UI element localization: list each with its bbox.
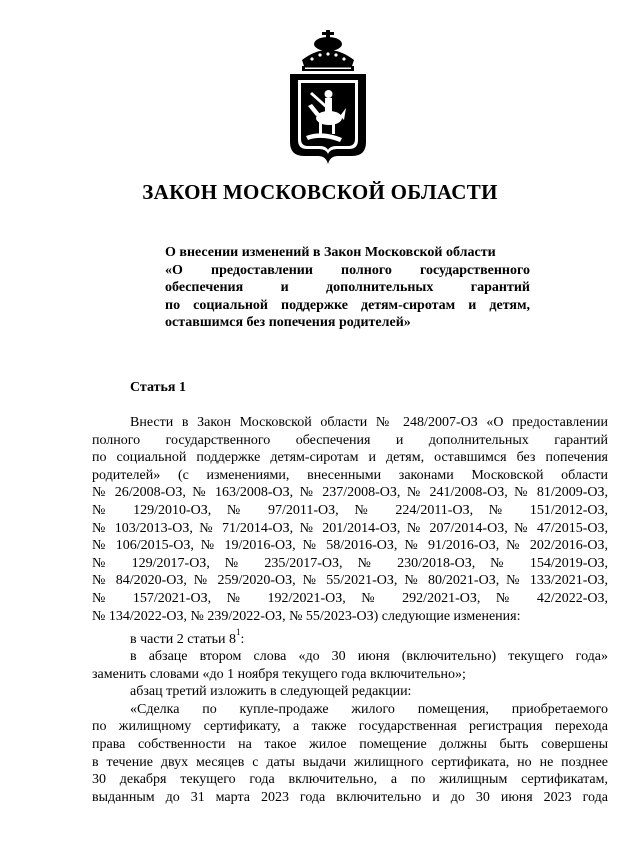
text-line: «Сделка по купле-продаже жилого помещения, приобретаемого bbox=[130, 701, 608, 717]
paragraph-2 bbox=[92, 648, 608, 806]
text-line: № 26/2008-ОЗ, № 163/2008-ОЗ, № 237/2008-ОЗ, № 241/2008-ОЗ, № 81/2009-ОЗ, bbox=[92, 485, 608, 501]
text-line: по социальной поддержке детям-сиротам и детям, оставшимся без попечения bbox=[92, 450, 608, 466]
text-line: № 84/2020-ОЗ, № 259/2020-ОЗ, № 55/2021-ОЗ, № 80/2021-ОЗ, № 133/2021-ОЗ, bbox=[92, 573, 608, 589]
law-title: ЗАКОН МОСКОВСКОЙ ОБЛАСТИ bbox=[142, 180, 498, 204]
text-line: абзац третий изложить в следующей редакции: bbox=[130, 684, 412, 700]
paragraph-1 bbox=[92, 414, 608, 625]
text-line: № 129/2010-ОЗ, № 97/2011-ОЗ, № 224/2011-ОЗ, № 151/2012-ОЗ, bbox=[92, 502, 608, 518]
part-reference-sup: 1 bbox=[236, 627, 241, 638]
text-line: № 134/2022-ОЗ, № 239/2022-ОЗ, № 55/2023-ОЗ) следующие изменения: bbox=[92, 608, 521, 624]
part-reference-suffix: : bbox=[240, 632, 245, 647]
text-line: заменить словами «до 1 ноября текущего года включительно»; bbox=[92, 666, 466, 682]
subject-line: по социальной поддержке детям-сиротам и детям, bbox=[165, 297, 530, 313]
subject-line: О внесении изменений в Закон Московской области bbox=[165, 245, 496, 260]
text-line: № 106/2015-ОЗ, № 19/2016-ОЗ, № 58/2016-ОЗ, № 91/2016-ОЗ, № 202/2016-ОЗ, bbox=[92, 538, 608, 554]
subject-line: обеспечения и дополнительных гарантий bbox=[165, 280, 530, 295]
text-line: выданным до 31 марта 2023 года включительно и до 30 июня 2023 года bbox=[92, 789, 608, 805]
part-reference bbox=[130, 627, 245, 648]
text-line: № 157/2021-ОЗ, № 192/2021-ОЗ, № 292/2021-ОЗ, № 42/2022-ОЗ, bbox=[92, 590, 608, 606]
subject-line: «О предоставлении полного государственного bbox=[165, 262, 530, 278]
text-line: права собственности на такое жилое помещение должны быть совершены bbox=[92, 736, 608, 752]
part-reference-text: в части 2 статьи 8 bbox=[130, 632, 237, 647]
text-line: № 129/2017-ОЗ, № 235/2017-ОЗ, № 230/2018-ОЗ, № 154/2019-ОЗ, bbox=[92, 555, 608, 571]
article-heading: Статья 1 bbox=[130, 380, 186, 395]
text-line: Внести в Закон Московской области № 248/2007-ОЗ «О предоставлении bbox=[130, 415, 608, 430]
law-subject bbox=[165, 244, 530, 332]
text-line: в абзаце втором слова «до 30 июня (включительно) текущего года» bbox=[130, 649, 608, 664]
text-line: по жилищному сертификату, а также государственная регистрация перехода bbox=[92, 719, 608, 735]
text-line: полного государственного обеспечения и дополнительных гарантий bbox=[92, 432, 608, 448]
subject-line: оставшимся без попечения родителей» bbox=[165, 315, 411, 330]
coat-of-arms-icon bbox=[272, 30, 384, 170]
text-line: в течение двух месяцев с даты выдачи жилищного сертификата, но не позднее bbox=[92, 754, 608, 770]
text-line: родителей» (с изменениями, внесенными законами Московской области bbox=[92, 467, 608, 483]
text-line: № 103/2013-ОЗ, № 71/2014-ОЗ, № 201/2014-ОЗ, № 207/2014-ОЗ, № 47/2015-ОЗ, bbox=[92, 520, 608, 536]
text-line: 30 декабря текущего года включительно, а по жилищным сертификатам, bbox=[92, 772, 608, 788]
